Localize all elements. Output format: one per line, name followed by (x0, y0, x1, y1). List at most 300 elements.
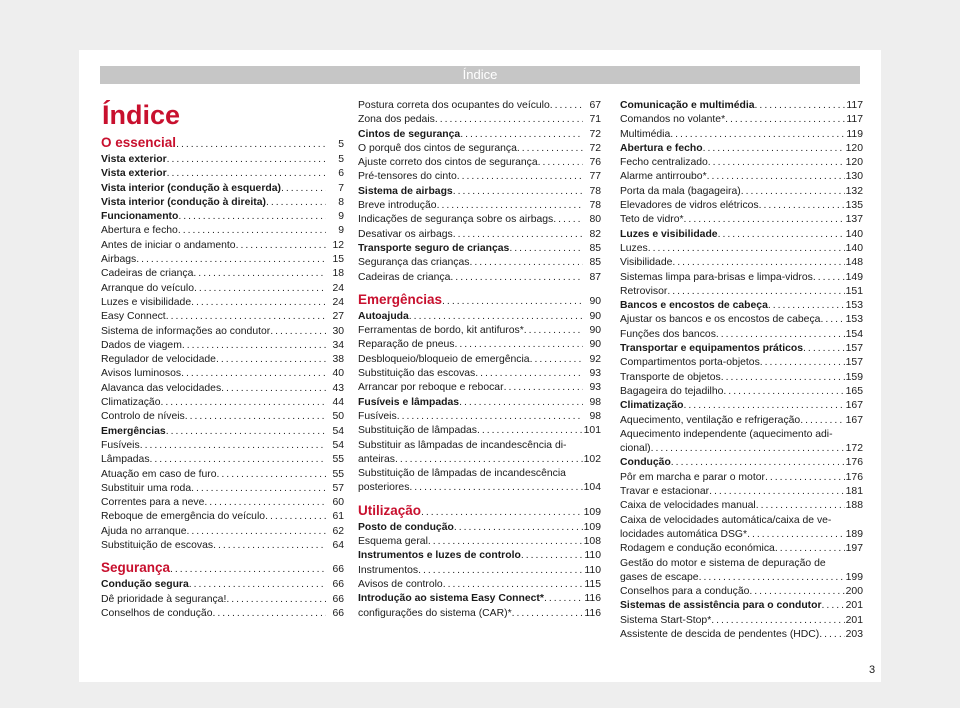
toc-entry[interactable] (620, 299, 863, 313)
toc-entry[interactable] (620, 614, 863, 628)
toc-entry[interactable] (358, 549, 601, 563)
toc-entry-title: Ajuste correto dos cintos de segurança (358, 157, 538, 169)
toc-page-number: 199 (845, 571, 863, 583)
toc-entry-title: Posto de condução (358, 521, 454, 533)
toc-page-number: 167 (845, 400, 863, 412)
toc-column-2 (358, 99, 601, 621)
toc-page-number: 80 (589, 214, 601, 226)
toc-page-number: 119 (846, 128, 863, 140)
toc-entry-title: Vista exterior (101, 168, 167, 180)
toc-page-number: 78 (589, 200, 601, 212)
toc-entry-title: Luzes e visibilidade (620, 228, 718, 240)
dot-leader (176, 138, 326, 152)
toc-entry-title-line: Caixa de velocidades automática/caixa de ve- (620, 514, 832, 526)
dot-leader (221, 382, 326, 396)
toc-page-number: 12 (332, 239, 344, 251)
toc-entry-title: Luzes (620, 242, 648, 254)
toc-entry-title: Cadeiras de criança (101, 268, 194, 280)
dot-leader (193, 267, 326, 281)
toc-entry[interactable] (358, 564, 601, 578)
toc-entry[interactable] (358, 381, 601, 395)
dot-leader (707, 170, 845, 184)
toc-entry[interactable] (358, 213, 601, 227)
dot-leader (670, 128, 845, 142)
toc-entry[interactable] (101, 525, 344, 539)
dot-leader (166, 425, 326, 439)
dot-leader (216, 353, 326, 367)
toc-entry[interactable] (620, 271, 863, 285)
toc-entry[interactable] (358, 156, 601, 170)
dot-leader (181, 367, 326, 381)
toc-entry-title: Bagageira do tejadilho (620, 385, 724, 397)
toc-entry[interactable] (358, 481, 601, 495)
toc-entry-title: Abertura e fecho (620, 142, 703, 154)
toc-entry[interactable] (620, 385, 863, 399)
header-bar (100, 66, 860, 84)
toc-entry[interactable] (358, 256, 601, 270)
dot-leader (760, 356, 845, 370)
toc-page-number: 110 (584, 564, 601, 576)
toc-page-number: 149 (845, 271, 863, 283)
toc-page-number: 151 (845, 285, 863, 297)
toc-entry[interactable] (620, 228, 863, 242)
dot-leader (453, 228, 583, 242)
dot-leader (170, 563, 326, 577)
dot-leader (191, 296, 326, 310)
toc-page-number: 27 (332, 311, 344, 323)
page-title: Índice (102, 100, 181, 130)
toc-entry[interactable] (358, 142, 601, 156)
toc-entry[interactable] (620, 185, 863, 199)
toc-entry-title: Breve introdução (358, 200, 437, 212)
toc-page-number: 76 (589, 157, 601, 169)
toc-entry-title: Regulador de velocidade (101, 354, 216, 366)
toc-page-number: 176 (845, 471, 863, 483)
toc-entry-title: Airbags (101, 254, 137, 266)
dot-leader (421, 506, 583, 520)
toc-entry[interactable] (620, 499, 863, 513)
toc-entry[interactable] (358, 521, 601, 535)
toc-entry-title: Vista interior (condução à esquerda) (101, 182, 281, 194)
toc-entry[interactable] (358, 228, 601, 242)
toc-entry[interactable] (101, 439, 344, 453)
toc-entry-title: Funções dos bancos (620, 328, 716, 340)
toc-entry[interactable] (101, 510, 344, 524)
toc-entry[interactable] (101, 496, 344, 510)
toc-entry[interactable] (620, 571, 863, 585)
toc-section[interactable] (358, 502, 601, 520)
toc-entry[interactable] (101, 367, 344, 381)
toc-page-number: 30 (332, 325, 344, 337)
toc-page-number: 24 (332, 282, 344, 294)
toc-entry[interactable] (358, 353, 601, 367)
dot-leader (194, 282, 326, 296)
toc-entry-title: Substituição de escovas (101, 540, 214, 552)
dot-leader (672, 256, 845, 270)
toc-entry-title: O porquê dos cintos de segurança (358, 142, 517, 154)
toc-entry[interactable] (101, 310, 344, 324)
toc-entry[interactable] (358, 453, 601, 467)
toc-page-number: 64 (332, 540, 344, 552)
toc-entry-title: Sistemas limpa para-brisas e limpa-vidros (620, 271, 813, 283)
dot-leader (684, 213, 845, 227)
toc-entry[interactable] (620, 156, 863, 170)
manual-page (79, 50, 881, 682)
toc-entry[interactable] (620, 414, 863, 428)
dot-leader (442, 295, 583, 309)
toc-entry-title: Travar e estacionar (620, 486, 710, 498)
dot-leader (409, 310, 583, 324)
toc-entry-title: Visibilidade (620, 257, 673, 269)
toc-page-number: 201 (845, 600, 863, 612)
toc-page-number: 110 (584, 550, 601, 562)
toc-page-number: 197 (845, 543, 863, 555)
dot-leader (281, 182, 326, 196)
dot-leader (167, 153, 326, 167)
toc-entry[interactable] (101, 578, 344, 592)
toc-entry-title-line: Gestão do motor e sistema de depuração de (620, 557, 826, 569)
toc-entry-title: Caixa de velocidades manual (620, 500, 756, 512)
toc-entry[interactable] (358, 424, 601, 438)
toc-entry[interactable] (620, 585, 863, 599)
dot-leader (765, 471, 845, 485)
toc-page-number: 34 (332, 339, 344, 351)
toc-entry[interactable] (620, 528, 863, 542)
dot-leader (178, 224, 326, 238)
dot-leader (270, 325, 326, 339)
dot-leader (684, 399, 845, 413)
toc-entry-title: Reparação de pneus (358, 339, 455, 351)
dot-leader (418, 564, 583, 578)
toc-entry-title-line: Substituir as lâmpadas de incandescência di- (358, 439, 567, 451)
dot-leader (517, 142, 583, 156)
toc-page-number: 176 (845, 457, 863, 469)
toc-entry-title: Conselhos para a condução (620, 586, 750, 598)
toc-entry-title: Rodagem e condução económica (620, 543, 775, 555)
toc-entry[interactable] (620, 371, 863, 385)
toc-entry[interactable] (358, 185, 601, 199)
dot-leader (437, 199, 583, 213)
toc-page-number: 72 (589, 128, 601, 140)
dot-leader (397, 410, 583, 424)
page-number: 3 (869, 664, 876, 676)
toc-page-number: 188 (845, 500, 863, 512)
toc-entry[interactable] (358, 170, 601, 184)
toc-entry[interactable] (620, 128, 863, 142)
dot-leader (226, 593, 326, 607)
toc-entry-title: gases de escape (620, 571, 699, 583)
dot-leader (755, 99, 845, 113)
toc-entry-title: Transporte de objetos (620, 371, 721, 383)
toc-entry[interactable] (620, 399, 863, 413)
toc-page-number: 85 (589, 257, 601, 269)
toc-entry-title: Vista interior (condução à direita) (101, 196, 266, 208)
toc-entry[interactable] (358, 199, 601, 213)
toc-page-number: 62 (332, 525, 344, 537)
dot-leader (166, 310, 326, 324)
toc-page-number: 61 (332, 511, 344, 523)
toc-entry[interactable] (101, 468, 344, 482)
toc-entry-title: Segurança das crianças (358, 257, 470, 269)
toc-entry-title: Luzes e visibilidade (101, 296, 192, 308)
toc-page-number: 67 (589, 100, 601, 111)
toc-entry-title: Sistema de informações ao condutor (101, 325, 271, 337)
toc-page-number: 93 (589, 382, 601, 394)
dot-leader (191, 482, 326, 496)
toc-entry[interactable] (101, 296, 344, 310)
toc-page-number: 132 (845, 185, 863, 197)
toc-entry[interactable] (358, 607, 601, 621)
toc-entry[interactable] (620, 628, 863, 642)
toc-entry[interactable] (620, 170, 863, 184)
toc-entry[interactable] (358, 242, 601, 256)
toc-entry[interactable] (620, 242, 863, 256)
dot-leader (428, 535, 583, 549)
toc-page-number: 85 (589, 242, 601, 254)
toc-entry[interactable] (620, 599, 863, 613)
toc-page-number: 57 (332, 482, 344, 494)
dot-leader (718, 228, 845, 242)
toc-entry-title: Zona dos pedais (358, 114, 435, 126)
toc-page-number: 40 (332, 368, 344, 380)
toc-entry-title: Condução (620, 457, 671, 469)
toc-section-title: O essencial (101, 135, 177, 150)
toc-entry[interactable] (620, 456, 863, 470)
toc-entry[interactable] (620, 313, 863, 327)
toc-page-number: 153 (845, 300, 863, 312)
toc-entry[interactable] (101, 239, 344, 253)
toc-entry[interactable] (101, 482, 344, 496)
dot-leader (538, 156, 583, 170)
toc-entry[interactable] (358, 271, 601, 285)
toc-page-number: 93 (589, 368, 601, 380)
toc-entry-title: Dê prioridade à segurança! (101, 593, 227, 605)
dot-leader (521, 549, 583, 563)
dot-leader (756, 499, 845, 513)
toc-page-number: 9 (338, 225, 344, 237)
toc-entry[interactable] (358, 367, 601, 381)
toc-entry[interactable] (101, 382, 344, 396)
toc-column-3 (620, 99, 863, 642)
toc-entry[interactable] (620, 471, 863, 485)
toc-entry[interactable] (620, 142, 863, 156)
toc-entry[interactable] (101, 607, 344, 621)
dot-leader (477, 424, 583, 438)
toc-entry[interactable] (358, 410, 601, 424)
toc-section-title: Emergências (358, 291, 443, 307)
toc-section[interactable] (358, 291, 601, 309)
toc-page-number: 130 (845, 171, 863, 183)
toc-entry[interactable] (358, 592, 601, 606)
toc-page-number: 54 (332, 439, 344, 451)
toc-entry-title: Ajuda no arranque (101, 525, 187, 537)
dot-leader (711, 614, 845, 628)
toc-entry-title: Antes de iniciar o andamento (101, 239, 236, 251)
toc-entry[interactable] (101, 396, 344, 410)
toc-entry[interactable] (101, 593, 344, 607)
toc-entry[interactable] (101, 410, 344, 424)
toc-entry-title: Desbloqueio/bloqueio de emergência (358, 353, 530, 365)
dot-leader (512, 607, 583, 621)
toc-entry-title: Substituição das escovas (358, 368, 476, 380)
toc-entry[interactable] (101, 267, 344, 281)
toc-entry[interactable] (101, 539, 344, 553)
toc-entry-title: Reboque de emergência do veículo (101, 511, 266, 523)
toc-entry-title: Comandos no volante* (620, 114, 726, 126)
dot-leader (504, 381, 583, 395)
toc-entry[interactable] (358, 578, 601, 592)
toc-page-number: 165 (845, 385, 863, 397)
toc-entry-title: Retrovisor (620, 285, 668, 297)
dot-leader (524, 324, 583, 338)
toc-entry[interactable] (620, 213, 863, 227)
toc-entry-title: Correntes para a neve (101, 497, 205, 509)
dot-leader (204, 496, 326, 510)
toc-entry[interactable] (620, 356, 863, 370)
dot-leader (185, 410, 326, 424)
toc-page-number: 167 (845, 414, 863, 426)
toc-entry[interactable] (358, 396, 601, 410)
toc-entry[interactable] (101, 167, 344, 181)
toc-entry-title: Aquecimento, ventilação e refrigeração (620, 414, 801, 426)
dot-leader (768, 299, 845, 313)
dot-leader (708, 156, 845, 170)
toc-entry-title: Elevadores de vidros elétricos (620, 200, 759, 212)
toc-entry[interactable] (101, 210, 344, 224)
toc-entry[interactable] (101, 325, 344, 339)
toc-entry[interactable] (620, 542, 863, 556)
header-title: Índice (462, 67, 498, 82)
toc-page-number: 172 (845, 443, 863, 455)
toc-entry-title: Indicações de segurança sobre os airbags (358, 214, 554, 226)
toc-entry[interactable] (620, 285, 863, 299)
toc-entry[interactable] (620, 342, 863, 356)
toc-page-number: 9 (338, 211, 344, 223)
dot-leader (775, 542, 845, 556)
toc-column-1 (101, 134, 344, 621)
toc-entry[interactable] (620, 442, 863, 456)
toc-entry[interactable] (101, 425, 344, 439)
toc-page-number: 157 (845, 343, 863, 355)
toc-page-number: 140 (845, 228, 863, 240)
toc-page-number: 8 (338, 196, 344, 208)
dot-leader (454, 521, 583, 535)
toc-entry[interactable] (620, 256, 863, 270)
toc-entry[interactable] (620, 113, 863, 127)
toc-entry-title: Fusíveis (358, 410, 397, 422)
toc-page-number: 101 (583, 425, 601, 437)
dot-leader (759, 199, 845, 213)
toc-page-number: 90 (589, 295, 601, 307)
dot-leader (435, 113, 583, 127)
toc-entry-title: Emergências (101, 425, 166, 437)
dot-leader (265, 510, 326, 524)
toc-entry-title-line: Substituição de lâmpadas de incandescência (358, 468, 566, 480)
dot-leader (648, 242, 845, 256)
toc-entry[interactable] (620, 485, 863, 499)
toc-entry[interactable] (358, 324, 601, 338)
toc-entry[interactable] (358, 113, 601, 127)
toc-entry[interactable] (620, 199, 863, 213)
toc-entry-title: Alavanca das velocidades (101, 382, 222, 394)
toc-entry-title: Fusíveis (101, 439, 140, 451)
toc-entry[interactable] (101, 282, 344, 296)
toc-entry[interactable] (358, 128, 601, 142)
toc-page-number: 117 (846, 114, 863, 126)
toc-page-number: 50 (332, 411, 344, 423)
toc-entry[interactable] (358, 310, 601, 324)
toc-page-number: 66 (332, 579, 344, 591)
toc-entry-title: configurações do sistema (CAR)* (358, 607, 512, 619)
toc-entry-title: Compartimentos porta-objetos (620, 357, 760, 369)
dot-leader (813, 271, 845, 285)
toc-entry-title: Climatização (620, 400, 684, 412)
dot-leader (544, 592, 583, 606)
toc-page-number: 44 (332, 397, 344, 409)
dot-leader (167, 167, 326, 181)
toc-section-title: Segurança (101, 560, 171, 576)
toc-entry-title: Cintos de segurança (358, 128, 461, 140)
toc-page-number: 120 (845, 157, 863, 169)
toc-entry-title: Alarme antirroubo* (620, 171, 707, 183)
toc-page-number: 148 (845, 257, 863, 269)
dot-leader (819, 628, 845, 642)
dot-leader (187, 525, 327, 539)
toc-section[interactable] (101, 134, 344, 152)
toc-entry-title: Esquema geral (358, 536, 428, 548)
dot-leader (553, 213, 583, 227)
toc-entry[interactable] (101, 453, 344, 467)
toc-page-number: 87 (589, 271, 601, 283)
toc-page-number: 66 (332, 593, 344, 605)
toc-entry[interactable] (101, 353, 344, 367)
toc-entry-title: Introdução ao sistema Easy Connect* (358, 593, 544, 605)
toc-entry[interactable] (101, 153, 344, 167)
toc-page-number: 108 (583, 536, 601, 548)
toc-entry[interactable] (101, 224, 344, 238)
toc-entry[interactable] (101, 253, 344, 267)
toc-entry[interactable] (101, 182, 344, 196)
toc-entry-title: Pré-tensores do cinto (358, 171, 457, 183)
toc-page-number: 120 (845, 142, 863, 154)
toc-entry-title: Porta da mala (bagageira) (620, 185, 741, 197)
dot-leader (266, 196, 326, 210)
toc-page-number: 72 (589, 142, 601, 154)
toc-entry-title: Ferramentas de bordo, kit antifuros* (358, 325, 524, 337)
dot-leader (150, 453, 326, 467)
dot-leader (136, 253, 326, 267)
dot-leader (741, 185, 845, 199)
toc-entry[interactable] (358, 338, 601, 352)
toc-page-number: 115 (584, 578, 601, 590)
dot-leader (749, 585, 845, 599)
toc-page-number: 203 (845, 628, 863, 640)
toc-entry[interactable] (101, 339, 344, 353)
toc-entry[interactable] (101, 196, 344, 210)
toc-section[interactable] (101, 559, 344, 577)
toc-page-number: 104 (583, 482, 601, 494)
toc-entry[interactable] (358, 99, 601, 113)
toc-entry[interactable] (358, 535, 601, 549)
dot-leader (725, 113, 845, 127)
toc-entry[interactable] (620, 99, 863, 113)
toc-entry-title: Comunicação e multimédia (620, 100, 755, 111)
toc-page-number: 5 (338, 139, 344, 150)
toc-entry[interactable] (620, 328, 863, 342)
dot-leader (469, 256, 583, 270)
toc-entry-title: Substituição de lâmpadas (358, 425, 477, 437)
toc-entry-title: Postura correta dos ocupantes do veículo (358, 100, 550, 111)
